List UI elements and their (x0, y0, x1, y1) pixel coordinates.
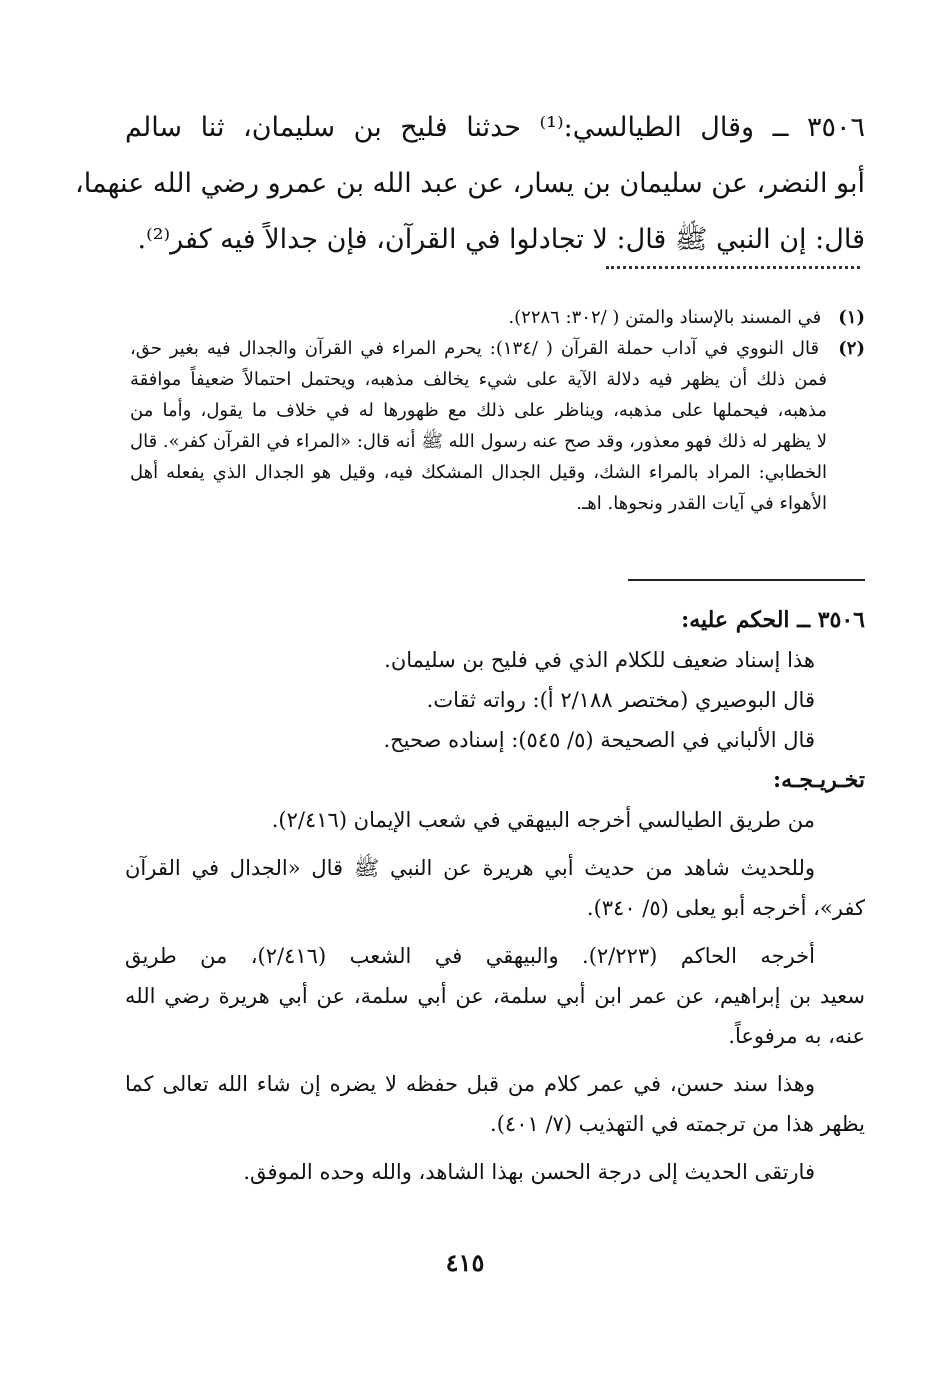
takhrij-line: سعيد بن إبراهيم، عن عمر ابن أبي سلمة، عن أبي سلمة، عن أبي هريرة رضي الله (125, 984, 865, 1008)
footnote-line: الخطابي: المراد بالمراء الشك، وقيل الجدال المشكك فيه، وقيل هو الجدال الذي يفعله أهل (130, 462, 827, 483)
footnote-text: قال النووي في آداب حملة القرآن ( /١٣٤): يحرم المراء في القرآن والجدال فيه بغير حق، (130, 338, 820, 359)
takhrij-line: أخرجه الحاكم (٢/٢٢٣). والبيهقي في الشعب (٢/٤١٦)، من طريق (125, 944, 815, 968)
takhrij-line: كفر»، أخرجه أبو يعلى (٥/ ٣٤٠). (586, 896, 865, 920)
footnote-separator (606, 266, 860, 269)
takhrij-line: وللحديث شاهد من حديث أبي هريرة عن النبي ﷺ قال «الجدال في القرآن (125, 856, 815, 880)
footnote-line: فمن ذلك أن يظهر فيه دلالة الآية على شيء يخالف مذهبه، ويحتمل احتمالاً ضعيفاً موافقة (130, 369, 827, 390)
takhrij-line: من طريق الطيالسي أخرجه البيهقي في شعب الإيمان (٢/٤١٦). (271, 808, 815, 832)
page-number: ٤١٥ (445, 1248, 485, 1277)
judgment-line: قال الألباني في الصحيحة (٥/ ٥٤٥): إسناده صحيح. (383, 728, 815, 752)
footnote-number: (٢) (838, 338, 865, 359)
footnotes (130, 302, 865, 519)
hadith-text (75, 100, 866, 268)
footnote-2 (130, 333, 865, 364)
takhrij-line: يظهر هذا من ترجمته في التهذيب (٧/ ٤٠١). (490, 1112, 865, 1136)
footnote-text: في المسند بالإسناد والمتن ( /٣٠٢: ٢٢٨٦). (508, 307, 822, 328)
hadith-line: قال: إن النبي ﷺ قال: لا تجادلوا في القرآن، فإن جدالاً فيه كفر⁽²⁾. (137, 224, 865, 255)
judgment-title: ٣٥٠٦ ــ الحكم عليه: (681, 607, 865, 633)
footnote-number: (١) (838, 307, 865, 328)
judgment-section (125, 600, 865, 1192)
footnote-line: لا يظهر له ذلك فهو معذور، وقد صح عنه رسول الله ﷺ أنه قال: «المراء في القرآن كفر». قال (130, 431, 827, 452)
takhrij-line: عنه، به مرفوعاً. (728, 1024, 865, 1048)
hadith-line: أبو النضر، عن سليمان بن يسار، عن عبد الله بن عمرو رضي الله عنهما، (75, 168, 865, 199)
takhrij-title: تخـريـجـه: (772, 767, 865, 793)
section-divider (628, 579, 865, 581)
footnote-line: مذهبه، فيحملها على مذهبه، ويناظر على ذلك مع ظهورها له في خلاف ما يقول، وأما من (130, 400, 827, 421)
takhrij-line: فارتقى الحديث إلى درجة الحسن بهذا الشاهد، والله وحده الموفق. (243, 1160, 815, 1184)
takhrij-line: وهذا سند حسن، في عمر كلام من قبل حفظه لا يضره إن شاء الله تعالى كما (125, 1072, 815, 1096)
footnote-1 (130, 302, 865, 333)
footnote-line: الأهواء في آيات القدر ونحوها. اهـ. (576, 493, 827, 514)
hadith-line: ٣٥٠٦ ــ وقال الطيالسي:⁽¹⁾ حدثنا فليح بن سليمان، ثنا سالم (125, 112, 866, 143)
judgment-line: هذا إسناد ضعيف للكلام الذي في فليح بن سليمان. (384, 648, 815, 672)
judgment-line: قال البوصيري (مختصر ٢/١٨٨ أ): رواته ثقات. (426, 688, 815, 712)
